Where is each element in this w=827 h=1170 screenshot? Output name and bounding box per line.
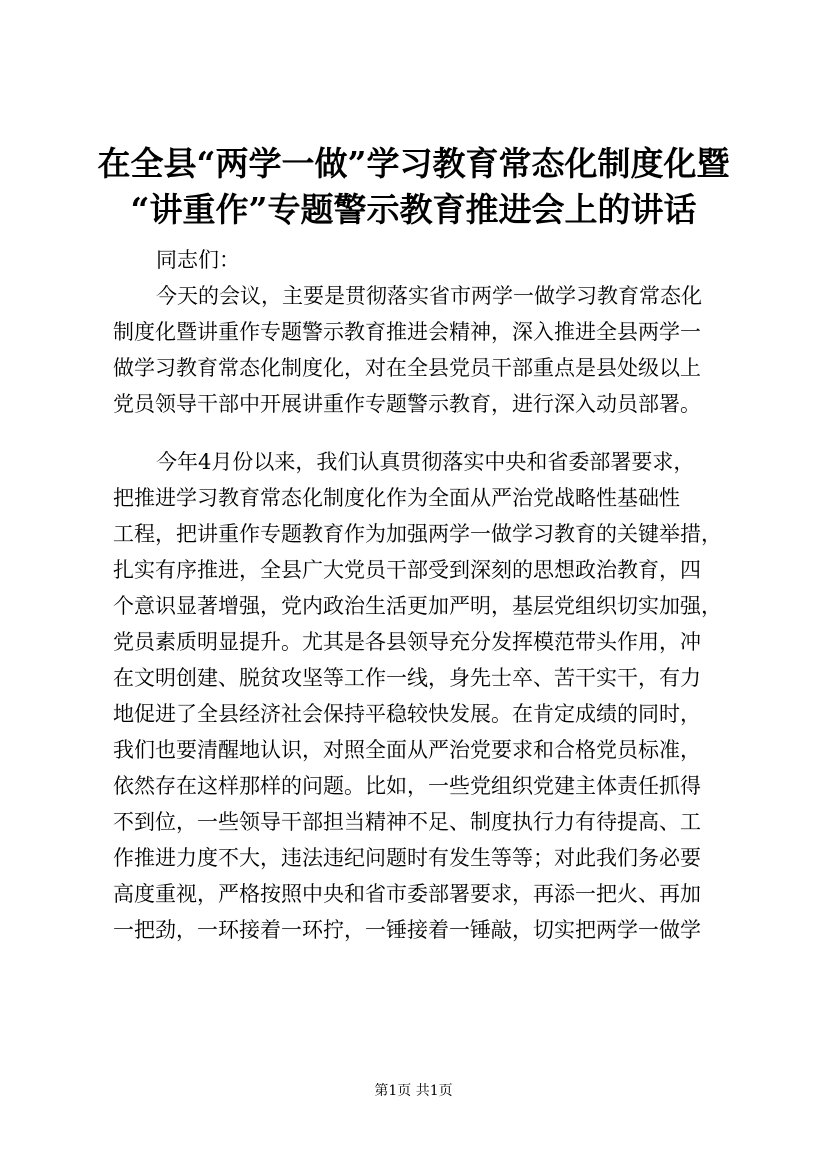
paragraph-line: 把推进学习教育常态化制度化作为全面从严治党战略性基础性 [113,486,680,510]
paragraph-line: 今年4月份以来，我们认真贯彻落实中央和省委部署要求， [156,450,695,474]
paragraph-line: 高度重视，严格按照中央和省市委部署要求，再添一把火、再加 [113,882,701,906]
paragraph-line: 不到位，一些领导干部担当精神不足、制度执行力有待提高、工 [113,810,701,834]
paragraph-line: 地促进了全县经济社会保持平稳较快发展。在肯定成绩的同时， [113,702,701,726]
paragraph-line: 扎实有序推进，全县广大党员干部受到深刻的思想政治教育，四 [113,558,701,582]
paragraph-line: 今天的会议，主要是贯彻落实省市两学一做学习教育常态化 [156,284,702,308]
paragraph-1 [113,278,735,422]
salutation: 同志们： [156,248,240,272]
paragraph-line: 党员领导干部中开展讲重作专题警示教育，进行深入动员部署。 [113,392,701,416]
paragraph-line: 个意识显著增强，党内政治生活更加严明，基层党组织切实加强， [113,594,722,618]
paragraph-line: 制度化暨讲重作专题警示教育推进会精神，深入推进全县两学一 [113,320,701,344]
paragraph-line: 作推进力度不大，违法违纪问题时有发生等等；对此我们务必要 [113,846,701,870]
document-title-line-1: 在全县“两学一做”学习教育常态化制度化暨 [97,144,730,183]
document-title-line-2: “讲重作”专题警示教育推进会上的讲话 [130,190,697,229]
paragraph-line: 依然存在这样那样的问题。比如，一些党组织党建主体责任抓得 [113,774,701,798]
paragraph-line: 一把劲，一环接着一环拧，一锤接着一锤敲，切实把两学一做学 [113,918,701,942]
paragraph-line: 在文明创建、脱贫攻坚等工作一线，身先士卒、苦干实干，有力 [113,666,701,690]
paragraph-line: 做学习教育常态化制度化，对在全县党员干部重点是县处级以上 [113,356,701,380]
paragraph-line: 工程，把讲重作专题教育作为加强两学一做学习教育的关键举措， [113,522,722,546]
paragraph-line: 党员素质明显提升。尤其是各县领导充分发挥模范带头作用，冲 [113,630,701,654]
page-footer: 第1页 共1页 [374,1083,453,1099]
paragraph-2 [113,444,735,948]
paragraph-line: 我们也要清醒地认识，对照全面从严治党要求和合格党员标准， [113,738,701,762]
